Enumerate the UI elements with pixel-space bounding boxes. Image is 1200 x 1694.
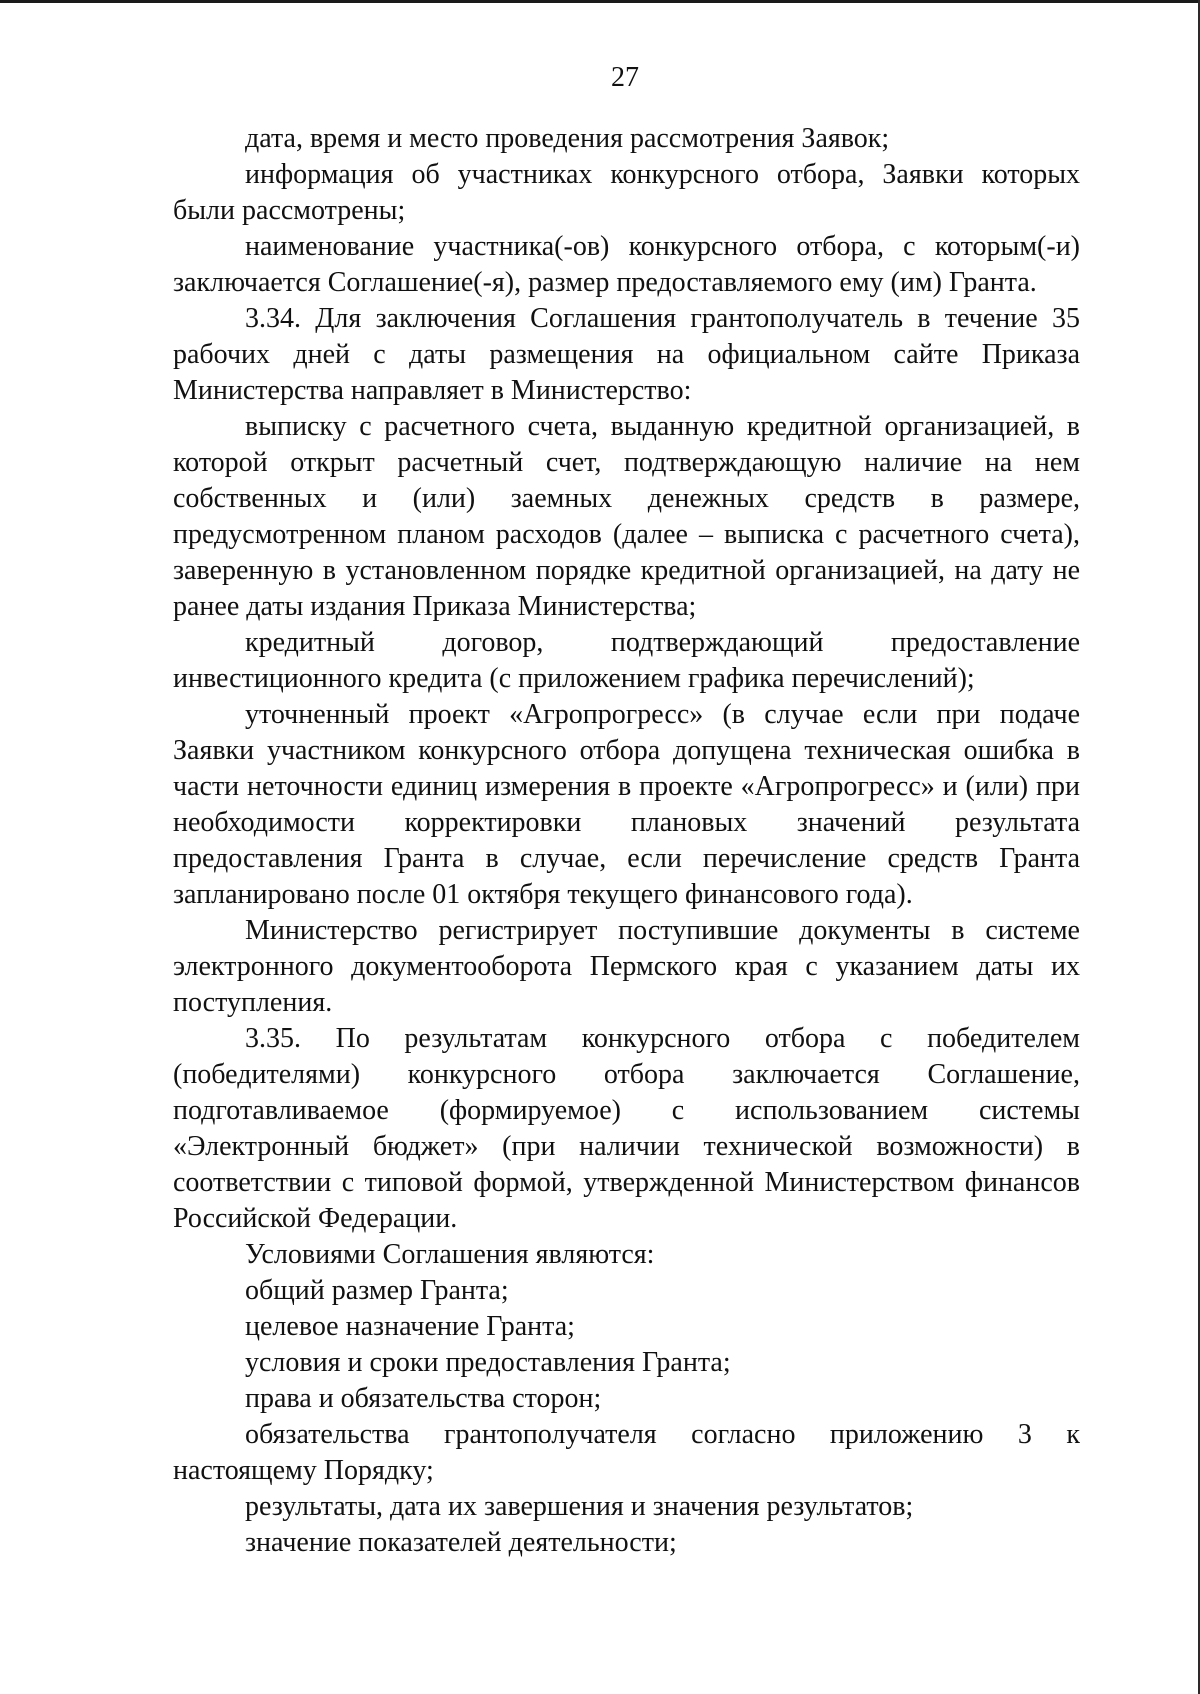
paragraph-section-3-34: 3.34. Для заключения Соглашения грантополучатель в течение 35 рабочих дней с даты размещения на официальном сайте Приказа Министерства направляет в Министерство: — [173, 303, 1080, 406]
page-number: 27 — [611, 62, 639, 93]
list-item: целевое назначение Гранта; — [245, 1311, 575, 1342]
list-item: значение показателей деятельности; — [245, 1527, 677, 1558]
paragraph: Условиями Соглашения являются: — [245, 1239, 655, 1270]
paragraph: кредитный договор, подтверждающий предоставление инвестиционного кредита (с приложением графика перечислений); — [173, 627, 1080, 694]
scan-border-top — [0, 0, 1200, 3]
paragraph: уточненный проект «Агропрогресс» (в случае если при подаче Заявки участником конкурсного отбора допущена техническая ошибка в части неточности единиц измерения в проекте «Агропрогресс» и (или) при необходимости корректировки плановых значений результата предоставления Гранта в случае, если перечисление средств Гранта запланировано после 01 октября текущего финансового года). — [173, 699, 1080, 910]
list-item: общий размер Гранта; — [245, 1275, 509, 1306]
paragraph: информация об участниках конкурсного отбора, Заявки которых были рассмотрены; — [173, 159, 1080, 226]
paragraph: выписку с расчетного счета, выданную кредитной организацией, в которой открыт расчетный счет, подтверждающую наличие на нем собственных и (или) заемных денежных средств в размере, предусмотренном планом расходов (далее – выписка с расчетного счета), заверенную в установленном порядке кредитной организацией, на дату не ранее даты издания Приказа Министерства; — [173, 411, 1080, 622]
list-item: права и обязательства сторон; — [245, 1383, 602, 1414]
list-item: обязательства грантополучателя согласно приложению 3 к настоящему Порядку; — [173, 1419, 1080, 1486]
list-item: результаты, дата их завершения и значения результатов; — [245, 1491, 914, 1522]
paragraph: дата, время и место проведения рассмотрения Заявок; — [245, 123, 890, 154]
paragraph-section-3-35: 3.35. По результатам конкурсного отбора с победителем (победителями) конкурсного отбора заключается Соглашение, подготавливаемое (формируемое) с использованием системы «Электронный бюджет» (при наличии технической возможности) в соответствии с типовой формой, утвержденной Министерством финансов Российской Федерации. — [173, 1023, 1080, 1234]
paragraph: наименование участника(-ов) конкурсного отбора, с которым(-и) заключается Соглашение(-я), размер предоставляемого ему (им) Гранта. — [173, 231, 1080, 298]
list-item: условия и сроки предоставления Гранта; — [245, 1347, 731, 1378]
paragraph: Министерство регистрирует поступившие документы в системе электронного документооборота Пермского края с указанием даты их поступления. — [173, 915, 1080, 1018]
document-body — [173, 121, 1080, 1561]
